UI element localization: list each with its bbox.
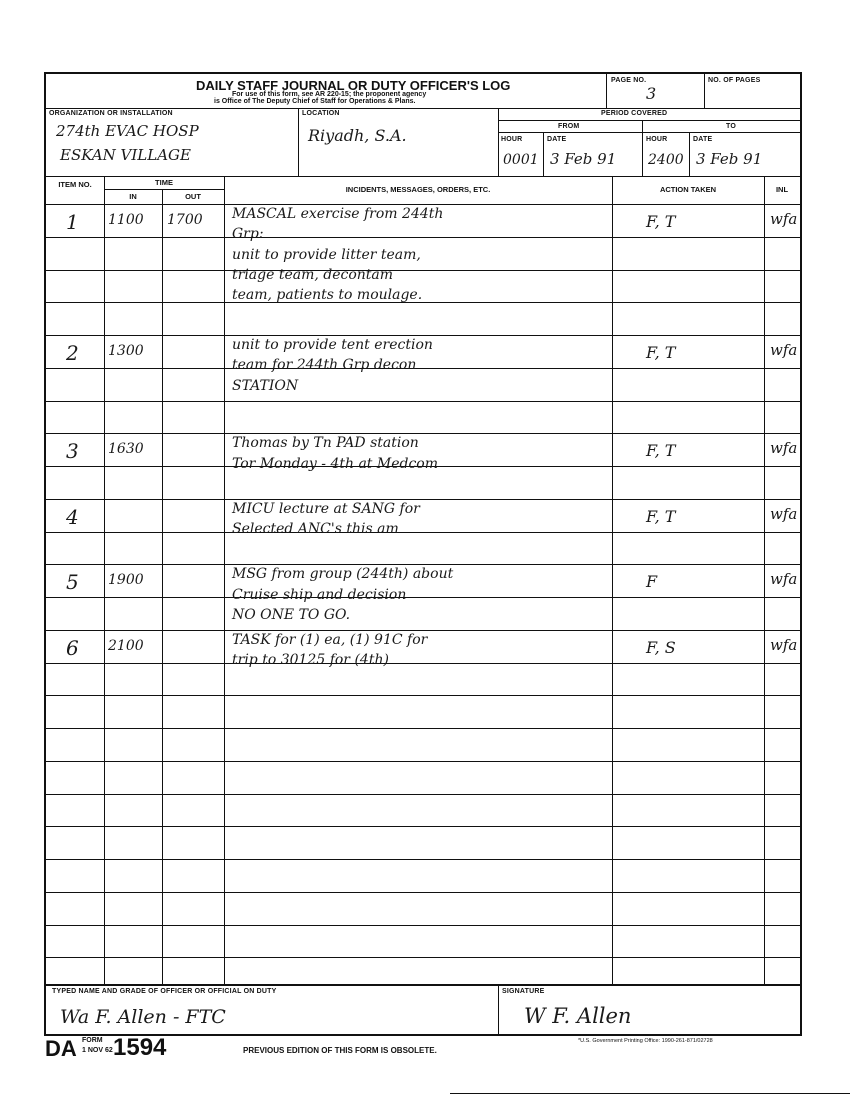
row-line [46, 957, 800, 958]
row-line [46, 794, 800, 795]
entry-line: NO ONE TO GO. [232, 606, 351, 623]
item-number: 1 [66, 210, 79, 234]
row-line [46, 204, 800, 205]
entry-line: STATION [232, 377, 299, 394]
time-out-label: OUT [185, 192, 201, 201]
entry-line: MSG from group (244th) about [232, 566, 454, 583]
inl-label: INL [775, 185, 789, 194]
initials: wfa [770, 635, 798, 654]
from-hour-label: HOUR [501, 136, 523, 143]
time-in: 1300 [108, 343, 144, 359]
no-of-pages-label: NO. OF PAGES [708, 77, 761, 84]
to-date-value: 3 Feb 91 [696, 150, 763, 168]
to-hour-value: 2400 [648, 152, 684, 168]
entry-line: team, patients to moulage. [232, 287, 423, 304]
time-in-label: IN [129, 192, 137, 201]
entry-line: MASCAL exercise from 244th [232, 206, 444, 222]
form-word: FORM [82, 1037, 103, 1044]
row-line [46, 695, 800, 696]
form-da: DA [45, 1036, 77, 1061]
action-taken: F, T [646, 343, 676, 362]
time-in: 1900 [108, 572, 144, 589]
time-label: TIME [155, 178, 173, 187]
org-line2: ESKAN VILLAGE [60, 146, 191, 164]
bottom-rule [450, 1093, 850, 1094]
entry-line: Grp: [232, 226, 264, 243]
typed-name-label: TYPED NAME AND GRADE OF OFFICER OR OFFICIAL ON DUTY [52, 988, 277, 995]
page-no-value: 3 [646, 84, 657, 103]
row-line [46, 302, 800, 303]
action-taken: F, T [646, 506, 676, 526]
incidents-label: INCIDENTS, MESSAGES, ORDERS, ETC. [345, 185, 491, 194]
signature-label: SIGNATURE [502, 988, 545, 995]
row-line [46, 335, 800, 336]
entry-line: unit to provide tent erection [232, 337, 433, 353]
entry-line: Tor Monday - 4th at Medcom [232, 455, 439, 472]
form-subtitle-2: is Office of The Deputy Chief of Staff for Operations & Plans. [214, 98, 416, 105]
action-taken-label: ACTION TAKEN [659, 185, 717, 194]
entry-line: trip to 30125 for (4th) [232, 652, 389, 669]
time-in: 2100 [108, 637, 144, 654]
initials: wfa [770, 570, 798, 589]
gpo-imprint: *U.S. Government Printing Office: 1990-261-871/02728 [578, 1038, 713, 1044]
to-date-label: DATE [693, 136, 713, 143]
entry-line: Cruise ship and decision [232, 586, 407, 603]
action-taken: F [646, 572, 658, 592]
row-line [46, 532, 800, 533]
initials: wfa [770, 439, 798, 458]
entry-line: triage team, decontam [232, 266, 394, 283]
action-taken: F, T [646, 212, 676, 231]
row-line [46, 826, 800, 827]
row-line [46, 761, 800, 762]
location-label: LOCATION [302, 110, 340, 117]
to-label: TO [726, 123, 736, 130]
item-number: 5 [66, 570, 79, 595]
time-in: 1630 [108, 441, 144, 458]
to-hour-label: HOUR [646, 136, 668, 143]
entry-line: Selected ANC's this am [232, 521, 399, 538]
initials: wfa [770, 341, 798, 359]
row-line [46, 368, 800, 369]
row-line [46, 433, 800, 434]
previous-edition-note: PREVIOUS EDITION OF THIS FORM IS OBSOLETE. [243, 1046, 437, 1055]
row-line [46, 630, 800, 631]
signature-block [44, 984, 802, 1036]
item-number: 2 [66, 341, 79, 365]
form-subtitle-1: For use of this form, see AR 220-15; the proponent agency [232, 91, 427, 98]
row-line [46, 597, 800, 598]
row-line [46, 892, 800, 893]
action-taken: F, T [646, 441, 676, 461]
initials: wfa [770, 210, 798, 228]
time-in: 1100 [108, 212, 144, 228]
item-number: 4 [66, 504, 79, 529]
row-line [46, 564, 800, 565]
typed-name-value: Wa F. Allen - FTC [60, 1006, 226, 1028]
form-date: 1 NOV 62 [82, 1047, 113, 1054]
row-line [46, 663, 800, 664]
period-covered-label: PERIOD COVERED [601, 110, 668, 117]
item-number: 3 [66, 439, 79, 464]
time-out: 1700 [167, 212, 203, 228]
row-line [46, 270, 800, 271]
initials: wfa [770, 504, 798, 523]
entry-line: MICU lecture at SANG for [232, 500, 420, 517]
duty-log-form [44, 72, 802, 986]
row-line [46, 925, 800, 926]
row-line [46, 859, 800, 860]
entry-line: team for 244th Grp decon [232, 357, 417, 374]
form-title: DAILY STAFF JOURNAL OR DUTY OFFICER'S LOG [196, 78, 511, 93]
page-no-label: PAGE NO. [611, 77, 647, 84]
row-line [46, 728, 800, 729]
form-number: 1594 [113, 1034, 167, 1061]
org-label: ORGANIZATION OR INSTALLATION [49, 110, 173, 117]
entry-line: unit to provide litter team, [232, 246, 421, 263]
action-taken: F, S [646, 637, 676, 657]
from-date-label: DATE [547, 136, 567, 143]
item-no-label: ITEM NO. [58, 180, 92, 189]
signature-value: W F. Allen [524, 1004, 632, 1028]
entry-line: TASK for (1) ea, (1) 91C for [232, 631, 428, 648]
from-date-value: 3 Feb 91 [550, 150, 617, 168]
row-line [46, 237, 800, 238]
item-number: 6 [66, 635, 79, 660]
from-hour-value: 0001 [503, 152, 539, 168]
org-line1: 274th EVAC HOSP [56, 122, 199, 140]
entry-line: Thomas by Tn PAD station [232, 435, 419, 452]
row-line [46, 499, 800, 500]
from-label: FROM [558, 123, 580, 130]
location-value: Riyadh, S.A. [308, 126, 407, 145]
row-line [46, 401, 800, 402]
